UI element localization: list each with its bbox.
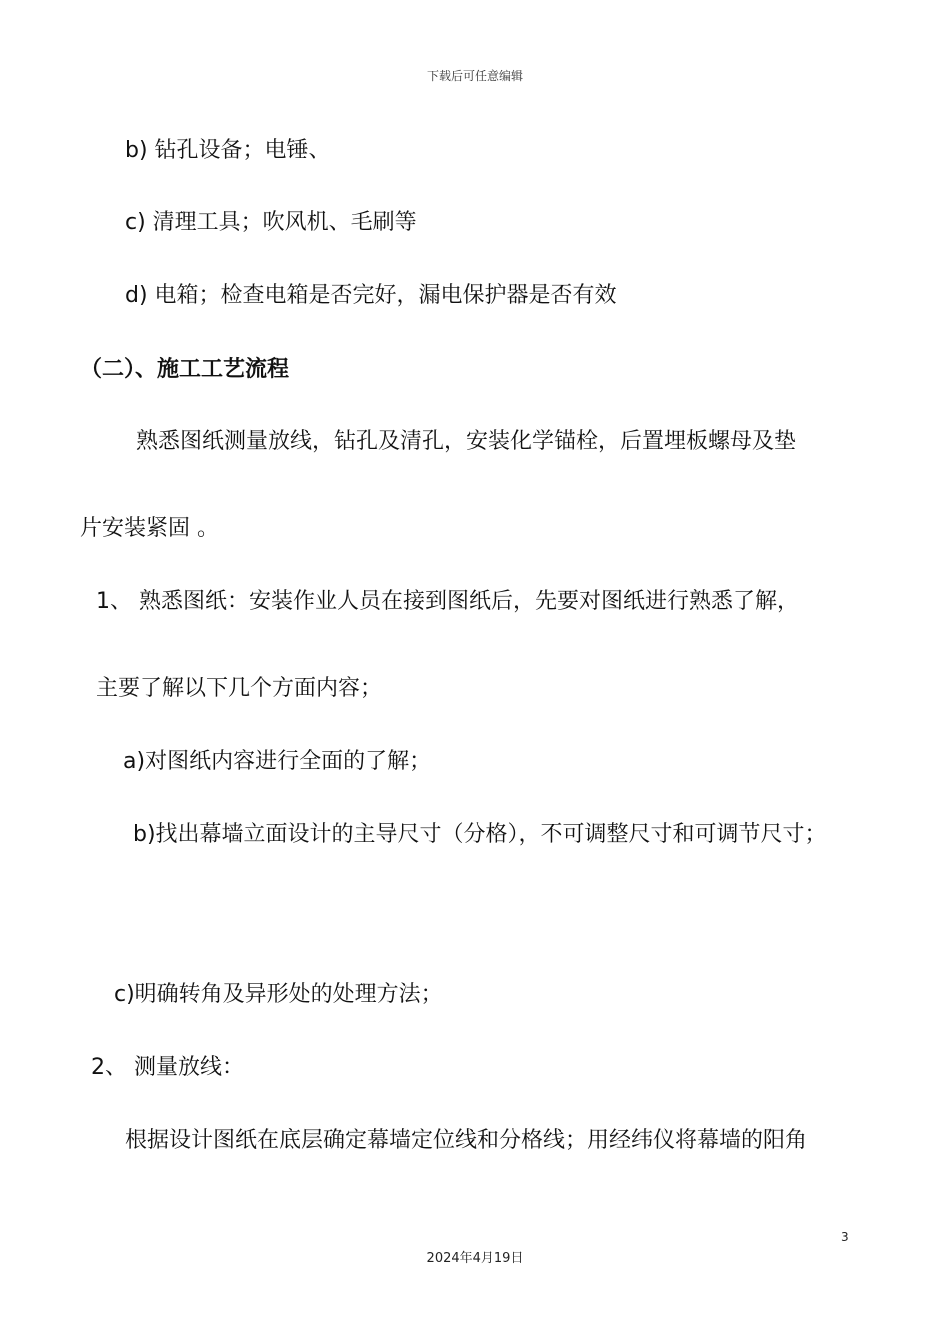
list-item-electric-box: d) 电箱；检查电箱是否完好，漏电保护器是否有效 bbox=[125, 283, 617, 308]
step-1-familiarize-drawings: 1、 熟悉图纸：安装作业人员在接到图纸后，先要对图纸进行熟悉了解， bbox=[96, 589, 799, 614]
footer-date: 2024年4月19日 bbox=[426, 1251, 524, 1266]
sub-item-a: a)对图纸内容进行全面的了解； bbox=[123, 749, 432, 774]
list-item-cleaning-tools: c) 清理工具；吹风机、毛刷等 bbox=[125, 210, 417, 235]
paragraph-process-line-1: 熟悉图纸测量放线，钻孔及清孔，安装化学锚栓，后置埋板螺母及垫 bbox=[136, 429, 797, 454]
page-header: 下载后可任意编辑 bbox=[426, 69, 523, 83]
sub-item-c: c)明确转角及异形处的处理方法； bbox=[114, 982, 443, 1007]
step-2-survey-layout: 2、 测量放线： bbox=[91, 1055, 244, 1080]
list-item-drilling-equipment: b) 钻孔设备；电锤、 bbox=[125, 138, 331, 163]
step-2-paragraph: 根据设计图纸在底层确定幕墙定位线和分格线；用经纬仪将幕墙的阳角 bbox=[125, 1128, 808, 1153]
paragraph-process-line-2: 片安装紧固 。 bbox=[80, 516, 219, 541]
step-1-continuation: 主要了解以下几个方面内容； bbox=[96, 676, 383, 701]
page-number: 3 bbox=[841, 1230, 849, 1244]
section-heading-process-flow: （二）、施工工艺流程 bbox=[80, 357, 290, 382]
sub-item-b: b)找出幕墙立面设计的主导尺寸（分格），不可调整尺寸和可调节尺寸； bbox=[133, 822, 827, 847]
